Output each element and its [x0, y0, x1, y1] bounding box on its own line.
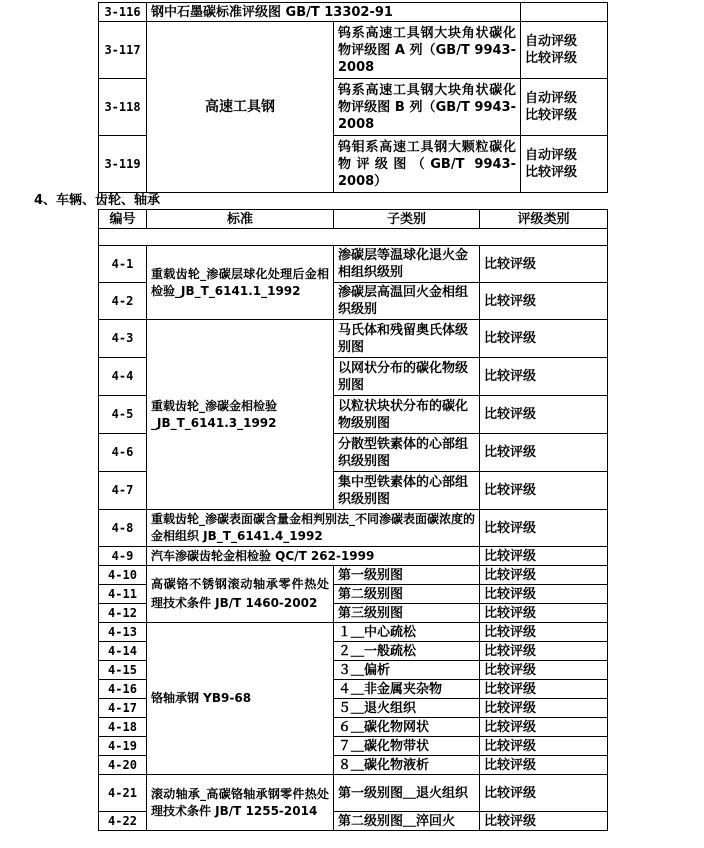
table-row — [99, 320, 608, 358]
subtype-cell: ４＿非金属夹杂物 — [334, 680, 480, 699]
row-number: 4-14 — [99, 642, 147, 661]
grade-cell: 比较评级 — [480, 510, 608, 547]
grade-cell: 比较评级 — [480, 623, 608, 642]
table-header-row — [99, 210, 608, 229]
row-number: 4-20 — [99, 756, 147, 775]
table-row — [99, 22, 608, 79]
grade-cell: 比较评级 — [480, 434, 608, 472]
row-number: 4-17 — [99, 699, 147, 718]
subtype-cell: 第一级别图 — [334, 566, 480, 585]
row-number: 3-118 — [99, 79, 147, 136]
grade-cell: 自动评级 比较评级 — [521, 79, 608, 136]
grade-cell: 比较评级 — [480, 718, 608, 737]
grade-cell: 自动评级 比较评级 — [521, 136, 608, 193]
grade-cell: 自动评级 比较评级 — [521, 22, 608, 79]
subtype-cell: 集中型铁素体的心部组织级别图 — [334, 472, 480, 510]
grade-cell: 比较评级 — [480, 358, 608, 396]
grade-cell: 比较评级 — [480, 604, 608, 623]
empty-row — [99, 229, 608, 246]
subtype-cell: 分散型铁素体的心部组织级别图 — [334, 434, 480, 472]
row-number: 3-117 — [99, 22, 147, 79]
grade-cell: 比较评级 — [480, 566, 608, 585]
row-number: 4-5 — [99, 396, 147, 434]
subtype-cell: ３＿偏析 — [334, 661, 480, 680]
subtype-cell: ７＿碳化物带状 — [334, 737, 480, 756]
row-number: 4-10 — [99, 566, 147, 585]
row-number: 4-3 — [99, 320, 147, 358]
table-row — [99, 775, 608, 812]
grade-cell: 比较评级 — [480, 283, 608, 320]
row-number: 3-119 — [99, 136, 147, 193]
subtype-cell: 渗碳层等温球化退火金相组织级别 — [334, 246, 480, 283]
table-row — [99, 3, 608, 22]
standard-cell: 重载齿轮_渗碳金相检验_JB_T_6141.3_1992 — [147, 320, 334, 510]
subtype-cell: 第三级别图 — [334, 604, 480, 623]
table-row — [99, 623, 608, 642]
table-row — [99, 566, 608, 585]
vehicle-gear-bearing-table — [98, 209, 608, 831]
grade-cell: 比较评级 — [480, 775, 608, 812]
subtype-cell: 以粒状块状分布的碳化物级别图 — [334, 396, 480, 434]
subtype-cell: ６＿碳化物网状 — [334, 718, 480, 737]
section-title: 4、车辆、齿轮、轴承 — [34, 193, 161, 208]
row-number: 4-7 — [99, 472, 147, 510]
grade-cell: 比较评级 — [480, 547, 608, 566]
subtype-cell: 钨系高速工具钢大块角状碳化物评级图 B 列（GB/T 9943-2008 — [334, 79, 521, 136]
subtype-cell: 钨钼系高速工具钢大颗粒碳化物评级图（GB/T 9943-2008） — [334, 136, 521, 193]
row-number: 4-1 — [99, 246, 147, 283]
grade-cell: 比较评级 — [480, 699, 608, 718]
standard-cell: 重载齿轮_渗碳表面碳含量金相判别法_不同渗碳表面碳浓度的金相组织 JB_T_6141.4_1992 — [147, 510, 480, 547]
grade-cell: 比较评级 — [480, 472, 608, 510]
grade-cell — [521, 3, 608, 22]
high-speed-steel-table — [98, 2, 608, 193]
row-number: 4-8 — [99, 510, 147, 547]
table-row — [99, 547, 608, 566]
row-number: 4-13 — [99, 623, 147, 642]
grade-cell: 比较评级 — [480, 737, 608, 756]
empty-cell — [99, 229, 608, 246]
row-number: 4-12 — [99, 604, 147, 623]
row-number: 3-116 — [99, 3, 147, 22]
row-number: 4-19 — [99, 737, 147, 756]
row-number: 4-11 — [99, 585, 147, 604]
row-number: 4-22 — [99, 812, 147, 831]
subtype-cell: 第一级别图＿退火组织 — [334, 775, 480, 812]
grade-cell: 比较评级 — [480, 246, 608, 283]
grade-cell: 比较评级 — [480, 396, 608, 434]
grade-cell: 比较评级 — [480, 756, 608, 775]
grade-cell: 比较评级 — [480, 642, 608, 661]
standard-cell: 钢中石墨碳标准评级图 GB/T 13302-91 — [147, 3, 521, 22]
subtype-cell: 马氏体和残留奥氏体级别图 — [334, 320, 480, 358]
group-standard-cell: 高速工具钢 — [147, 22, 334, 193]
grade-cell: 比较评级 — [480, 812, 608, 831]
row-number: 4-16 — [99, 680, 147, 699]
subtype-cell: 钨系高速工具钢大块角状碳化物评级图 A 列（GB/T 9943-2008 — [334, 22, 521, 79]
table-row — [99, 510, 608, 547]
subtype-cell: １＿中心疏松 — [334, 623, 480, 642]
table-row — [99, 246, 608, 283]
standard-cell: 重载齿轮_渗碳层球化处理后金相检验_JB_T_6141.1_1992 — [147, 246, 334, 320]
subtype-cell: ８＿碳化物液析 — [334, 756, 480, 775]
row-number: 4-2 — [99, 283, 147, 320]
grade-cell: 比较评级 — [480, 320, 608, 358]
standard-cell: 高碳铬不锈钢滚动轴承零件热处理技术条件 JB/T 1460-2002 — [147, 566, 334, 623]
subtype-cell: 渗碳层高温回火金相组织级别 — [334, 283, 480, 320]
row-number: 4-4 — [99, 358, 147, 396]
subtype-cell: ２＿一般疏松 — [334, 642, 480, 661]
row-number: 4-6 — [99, 434, 147, 472]
header-number: 编号 — [99, 210, 147, 229]
row-number: 4-9 — [99, 547, 147, 566]
header-grade: 评级类别 — [480, 210, 608, 229]
row-number: 4-15 — [99, 661, 147, 680]
subtype-cell: 第二级别图＿淬回火 — [334, 812, 480, 831]
subtype-cell: 以网状分布的碳化物级别图 — [334, 358, 480, 396]
header-subtype: 子类别 — [334, 210, 480, 229]
subtype-cell: 第二级别图 — [334, 585, 480, 604]
standard-cell: 滚动轴承_高碳铬轴承钢零件热处理技术条件 JB/T 1255-2014 — [147, 775, 334, 831]
grade-cell: 比较评级 — [480, 680, 608, 699]
grade-cell: 比较评级 — [480, 585, 608, 604]
grade-cell: 比较评级 — [480, 661, 608, 680]
standard-cell: 汽车渗碳齿轮金相检验 QC/T 262-1999 — [147, 547, 480, 566]
standard-cell: 铬轴承钢 YB9-68 — [147, 623, 334, 775]
header-standard: 标准 — [147, 210, 334, 229]
row-number: 4-18 — [99, 718, 147, 737]
subtype-cell: ５＿退火组织 — [334, 699, 480, 718]
row-number: 4-21 — [99, 775, 147, 812]
